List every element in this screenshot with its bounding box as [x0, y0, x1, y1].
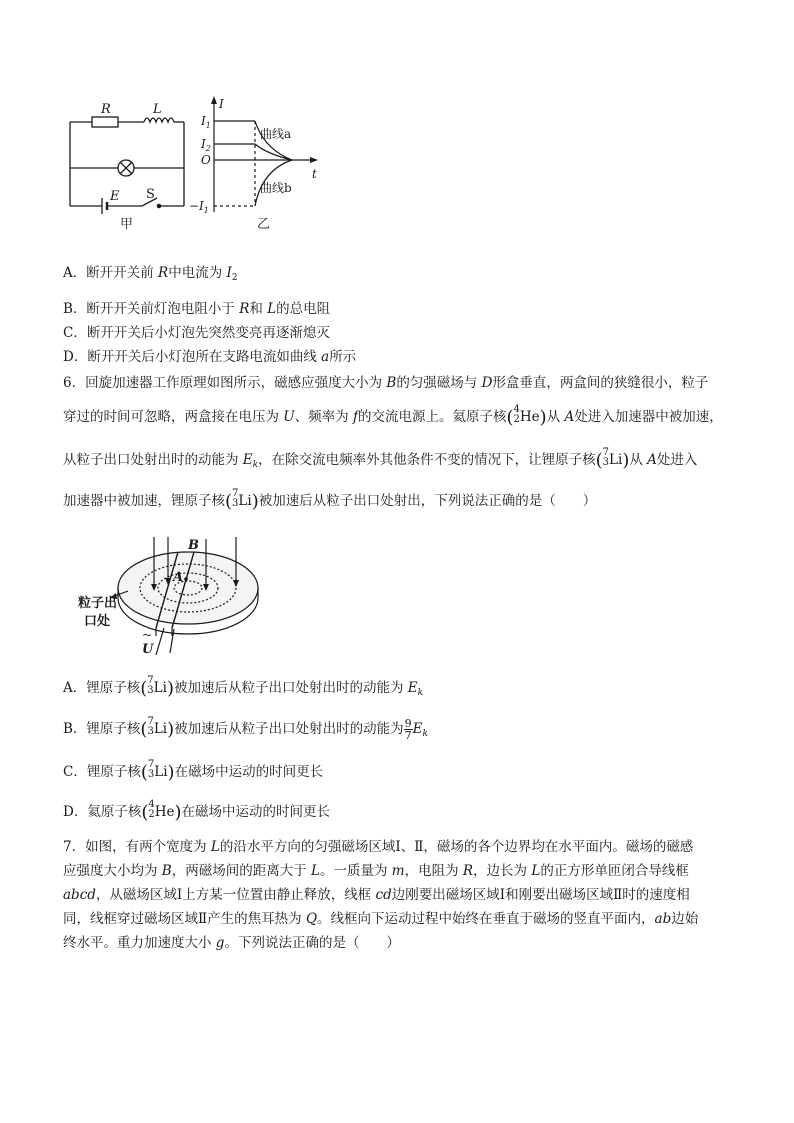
- q6-option-c[interactable]: C．锂原子核( 7 3 Li)在磁场中运动的时间更长: [63, 759, 324, 783]
- exit-label-line1: 粒子出: [78, 596, 118, 611]
- q7-stem-line-2: 应强度大小均为 B，两磁场间的距离大于 L。一质量为 m，电阻为 R，边长为 L的正方形单匝闭合导线框: [63, 863, 689, 879]
- q6-stem-line-1: 6．回旋加速器工作原理如图所示，磁感应强度大小为 B的匀强磁场与 D形盒垂直，两盒间的狭缝很小，粒子: [63, 375, 709, 391]
- q7-stem-line-1: 7．如图，有两个宽度为 L的沿水平方向的匀强磁场区域Ⅰ、Ⅱ，磁场的各个边界均在水平面内。磁场的磁感: [63, 839, 694, 855]
- exit-label-line2: 口处: [84, 614, 111, 629]
- point-label-A: A: [173, 570, 184, 585]
- tick-neg-I1: −I: [189, 199, 204, 213]
- svg-text:I1: $I_1$: [201, 114, 211, 130]
- svg-text:I2: $I_2$: [201, 137, 211, 153]
- fraction-9-7: $\frac{9}{7}$: [404, 717, 412, 742]
- y-axis-label: I: [219, 97, 224, 111]
- inductor-L: [144, 118, 174, 122]
- q6-option-a[interactable]: A．锂原子核( 7 3 Li)被加速后从粒子出口处射出时的动能为 $E_k$: [63, 675, 424, 699]
- d-shaped-box: [118, 552, 258, 624]
- label-L: L: [153, 102, 162, 117]
- label-R: R: [101, 102, 111, 117]
- q6-option-b[interactable]: B．锂原子核( 7 3 Li)被加速后从粒子出口处射出时的动能为 $\frac{9}{7}$ $E_k$: [63, 716, 428, 742]
- x-axis-label: t: [312, 167, 317, 181]
- q7-stem-line-4: 同，线框穿过磁场区域Ⅱ产生的焦耳热为 Q。线框向下运动过程中始终在垂直于磁场的竖直平面内，ab边始: [63, 911, 699, 927]
- q5-option-d[interactable]: D．断开开关后小灯泡所在支路电流如曲线 a所示: [63, 349, 357, 365]
- q5-option-a[interactable]: A．断开开关前 R中电流为 $I_2$: [63, 265, 238, 283]
- q7-stem-line-3: abcd，从磁场区域Ⅰ上方某一位置由静止释放，线框 cd边刚要出磁场区域Ⅰ和刚要出磁场区域Ⅱ时的速度相: [63, 887, 690, 903]
- origin-label: O: [201, 153, 211, 167]
- figure-cyclotron: [76, 533, 276, 661]
- circuit-diagram: [70, 117, 184, 214]
- curve-a-label: 曲线a: [260, 127, 292, 141]
- svg-text:−I1: $-I_1$: [189, 199, 209, 215]
- q7-stem-line-5: 终水平。重力加速度大小 g。下列说法正确的是（ ）: [63, 935, 400, 951]
- q5-option-c[interactable]: C．断开开关后小灯泡先突然变亮再逐渐熄灭: [63, 325, 330, 341]
- field-label-B: B: [188, 538, 199, 553]
- label-E: E: [110, 189, 120, 204]
- q6-option-d[interactable]: D．氦原子核( 4 2 He)在磁场中运动的时间更长: [63, 799, 331, 823]
- tick-I2: I: [201, 137, 206, 151]
- q6-stem-line-3: 从粒子出口处射出时的动能为 $E_k$，在除交流电频率外其他条件不变的情况下，让锂原子核( 7 3 Li)从 A处进入: [63, 447, 698, 471]
- caption-yi: 乙: [257, 217, 271, 232]
- figure-circuit-and-graph: [62, 94, 332, 234]
- caption-jia: 甲: [120, 217, 134, 232]
- label-S: S: [146, 187, 155, 202]
- q5-option-b[interactable]: B．断开开关前灯泡电阻小于 R和 L的总电阻: [63, 301, 331, 317]
- q6-stem-line-2: 穿过的时间可忽略，两盒接在电压为 U、频率为 f的交流电源上。氦原子核( 4 2 He)从 A处进入加速器中被加速，: [63, 404, 723, 428]
- q6-stem-line-4: 加速器中被加速，锂原子核( 7 3 Li)被加速后从粒子出口处射出，下列说法正确的是（ ）: [63, 488, 597, 512]
- tick-I1: I: [201, 114, 206, 128]
- curve-b-label: 曲线b: [260, 181, 292, 195]
- ac-symbol: ~: [142, 628, 153, 642]
- resistor-R: [92, 117, 118, 127]
- voltage-label-U: U: [142, 642, 154, 657]
